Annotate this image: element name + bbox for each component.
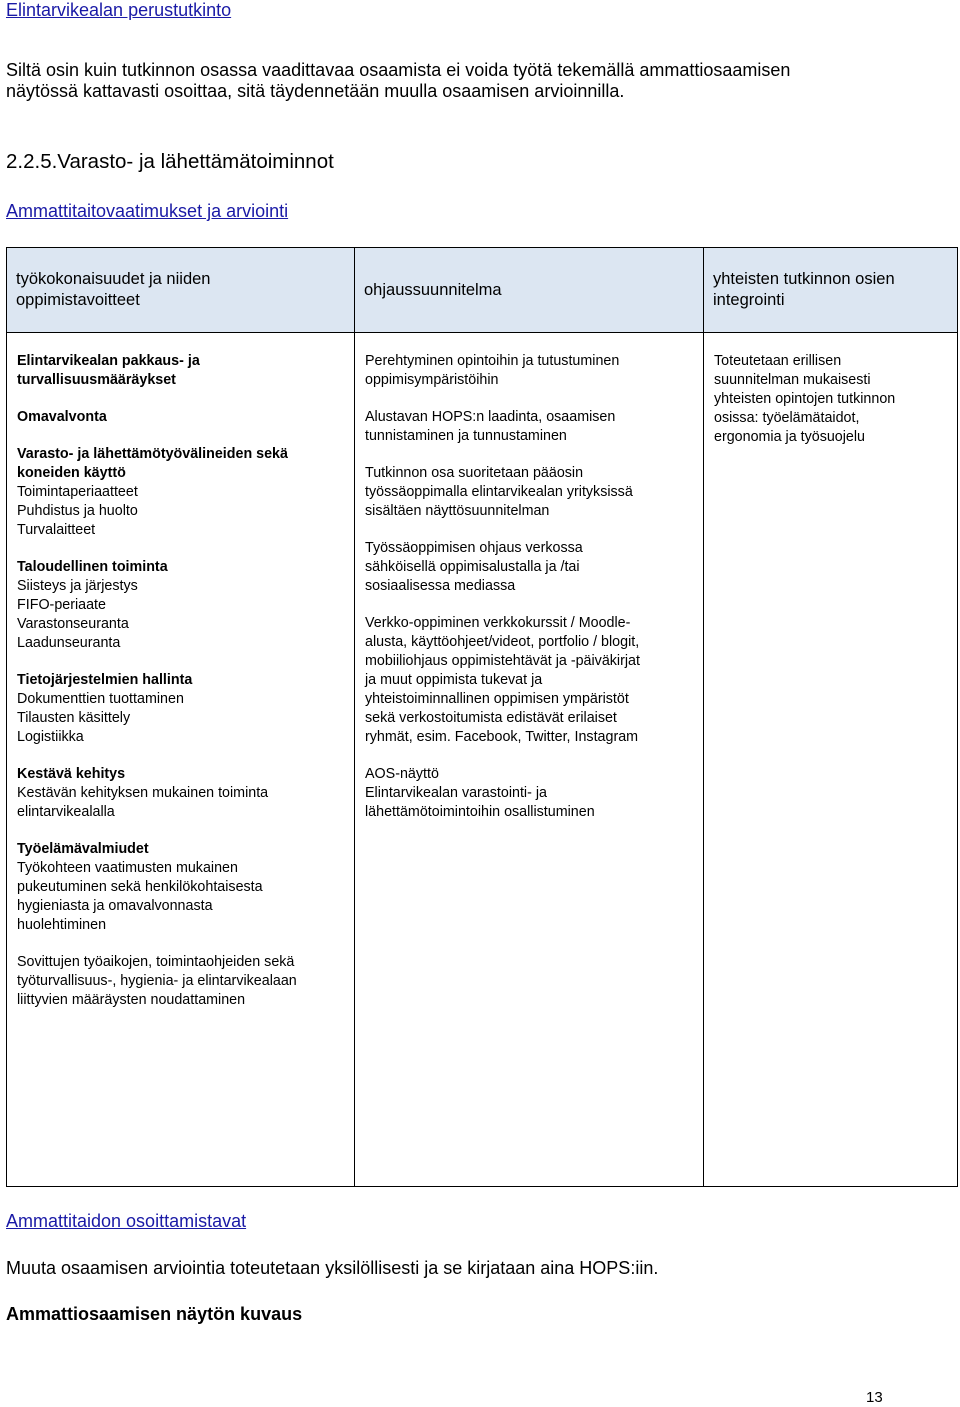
requirements-link[interactable]: Ammattitaitovaatimukset ja arviointi bbox=[6, 201, 289, 221]
guidance-line: sisältäen näyttösuunnitelman bbox=[365, 503, 550, 519]
guidance-block bbox=[365, 408, 694, 446]
header-cell-topics bbox=[7, 248, 355, 333]
guidance-line: sekä verkostoitumista edistävät erilaiset bbox=[365, 710, 617, 726]
guidance-block bbox=[365, 539, 694, 596]
table-row bbox=[7, 333, 958, 1187]
header-cell-integration bbox=[704, 248, 958, 333]
topic-item: Turvalaitteet bbox=[17, 522, 96, 538]
document-title-link[interactable]: Elintarvikealan perustutkinto bbox=[6, 0, 232, 20]
guidance-line: Verkko-oppiminen verkkokurssit / Moodle- bbox=[365, 615, 631, 631]
intro-line: näytössä kattavasti osoittaa, sitä täydennetään muulla osaamisen arvioinnilla. bbox=[6, 81, 625, 101]
topic-item: Sovittujen työaikojen, toimintaohjeiden sekä bbox=[17, 954, 295, 970]
demonstration-methods-link[interactable]: Ammattitaidon osoittamistavat bbox=[6, 1211, 247, 1231]
topic-heading: Omavalvonta bbox=[17, 409, 107, 425]
guidance-line: Tutkinnon osa suoritetaan pääosin bbox=[365, 465, 584, 481]
topic-item: Työkohteen vaatimusten mukainen bbox=[17, 860, 238, 876]
assessment-paragraph: Muuta osaamisen arviointia toteutetaan yksilöllisesti ja se kirjataan aina HOPS:iin. bbox=[6, 1258, 659, 1278]
topic-item: Kestävän kehityksen mukainen toiminta bbox=[17, 785, 269, 801]
topic-item: huolehtiminen bbox=[17, 917, 107, 933]
intro-paragraph bbox=[6, 60, 946, 102]
header-label: yhteisten tutkinnon osien bbox=[713, 270, 895, 288]
guidance-line: Perehtyminen opintoihin ja tutustuminen bbox=[365, 353, 620, 369]
page-number: 13 bbox=[866, 1389, 883, 1406]
integration-line: Toteutetaan erillisen bbox=[714, 353, 842, 369]
topic-item: Logistiikka bbox=[17, 729, 84, 745]
guidance-block bbox=[365, 352, 694, 390]
guidance-line: AOS-näyttö bbox=[365, 766, 439, 782]
topic-heading: Työelämävalmiudet bbox=[17, 841, 149, 857]
guidance-line: Alustavan HOPS:n laadinta, osaamisen bbox=[365, 409, 616, 425]
guidance-line: yhteistoiminnallinen oppimisen ympäristöt bbox=[365, 691, 629, 707]
topic-item: Varastonseuranta bbox=[17, 616, 129, 632]
guidance-line: lähettämötoimintoihin osallistuminen bbox=[365, 804, 595, 820]
topic-block bbox=[17, 765, 345, 822]
topic-block bbox=[17, 445, 345, 540]
intro-line: Siltä osin kuin tutkinnon osassa vaadittavaa osaamista ei voida työtä tekemällä ammattiosaamisen bbox=[6, 60, 791, 80]
topic-item: Tilausten käsittely bbox=[17, 710, 131, 726]
demonstration-description-heading: Ammattiosaamisen näytön kuvaus bbox=[6, 1304, 303, 1324]
topic-block bbox=[17, 840, 345, 935]
topic-item: työturvallisuus-, hygienia- ja elintarvikealaan bbox=[17, 973, 297, 989]
header-label: ohjaussuunnitelma bbox=[364, 280, 502, 299]
table-header-row bbox=[7, 248, 958, 333]
guidance-line: työssäoppimalla elintarvikealan yrityksissä bbox=[365, 484, 633, 500]
topic-block bbox=[17, 671, 345, 747]
guidance-line: ja muut oppimista tukevat ja bbox=[365, 672, 543, 688]
guidance-line: alusta, käyttöohjeet/videot, portfolio / blogit, bbox=[365, 634, 640, 650]
topic-block bbox=[17, 408, 345, 427]
guidance-cell bbox=[355, 333, 704, 1187]
topics-cell bbox=[7, 333, 355, 1187]
topic-heading: Taloudellinen toiminta bbox=[17, 559, 168, 575]
guidance-line: mobiiliohjaus oppimistehtävät ja -päiväkirjat bbox=[365, 653, 640, 669]
guidance-line: Elintarvikealan varastointi- ja bbox=[365, 785, 547, 801]
topic-heading: Elintarvikealan pakkaus- ja bbox=[17, 353, 200, 369]
guidance-block bbox=[365, 464, 694, 521]
header-label: oppimistavoitteet bbox=[16, 291, 140, 309]
header-label: työkokonaisuudet ja niiden bbox=[16, 270, 211, 288]
requirements-table bbox=[6, 247, 958, 1187]
topic-item: elintarvikealalla bbox=[17, 804, 115, 820]
topic-item: Toimintaperiaatteet bbox=[17, 484, 138, 500]
guidance-block bbox=[365, 765, 694, 822]
guidance-line: ryhmät, esim. Facebook, Twitter, Instagram bbox=[365, 729, 639, 745]
topic-item: hygieniasta ja omavalvonnasta bbox=[17, 898, 213, 914]
topic-item: Dokumenttien tuottaminen bbox=[17, 691, 184, 707]
header-cell-guidance-plan bbox=[355, 248, 704, 333]
guidance-line: oppimisympäristöihin bbox=[365, 372, 499, 388]
integration-block bbox=[714, 352, 948, 447]
topic-item: Siisteys ja järjestys bbox=[17, 578, 138, 594]
integration-cell bbox=[704, 333, 958, 1187]
topic-heading: koneiden käyttö bbox=[17, 465, 126, 481]
guidance-block bbox=[365, 614, 694, 747]
guidance-line: sähköisellä oppimisalustalla ja /tai bbox=[365, 559, 580, 575]
topic-item: liittyvien määräysten noudattaminen bbox=[17, 992, 246, 1008]
topic-heading: turvallisuusmääräykset bbox=[17, 372, 176, 388]
guidance-line: sosiaalisessa mediassa bbox=[365, 578, 516, 594]
topic-heading: Tietojärjestelmien hallinta bbox=[17, 672, 193, 688]
integration-line: osissa: työelämätaidot, bbox=[714, 410, 860, 426]
topic-item: Puhdistus ja huolto bbox=[17, 503, 138, 519]
topic-block bbox=[17, 953, 345, 1010]
topic-item: pukeutuminen sekä henkilökohtaisesta bbox=[17, 879, 263, 895]
topic-heading: Kestävä kehitys bbox=[17, 766, 126, 782]
integration-line: suunnitelman mukaisesti bbox=[714, 372, 871, 388]
topic-item: Laadunseuranta bbox=[17, 635, 121, 651]
topic-block bbox=[17, 558, 345, 653]
topic-item: FIFO-periaate bbox=[17, 597, 106, 613]
section-title: 2.2.5.Varasto- ja lähettämätoiminnot bbox=[6, 150, 334, 173]
topic-heading: Varasto- ja lähettämötyövälineiden sekä bbox=[17, 446, 288, 462]
topic-block bbox=[17, 352, 345, 390]
integration-line: yhteisten opintojen tutkinnon bbox=[714, 391, 896, 407]
guidance-line: Työssäoppimisen ohjaus verkossa bbox=[365, 540, 583, 556]
guidance-line: tunnistaminen ja tunnustaminen bbox=[365, 428, 567, 444]
header-label: integrointi bbox=[713, 291, 785, 309]
integration-line: ergonomia ja työsuojelu bbox=[714, 429, 866, 445]
